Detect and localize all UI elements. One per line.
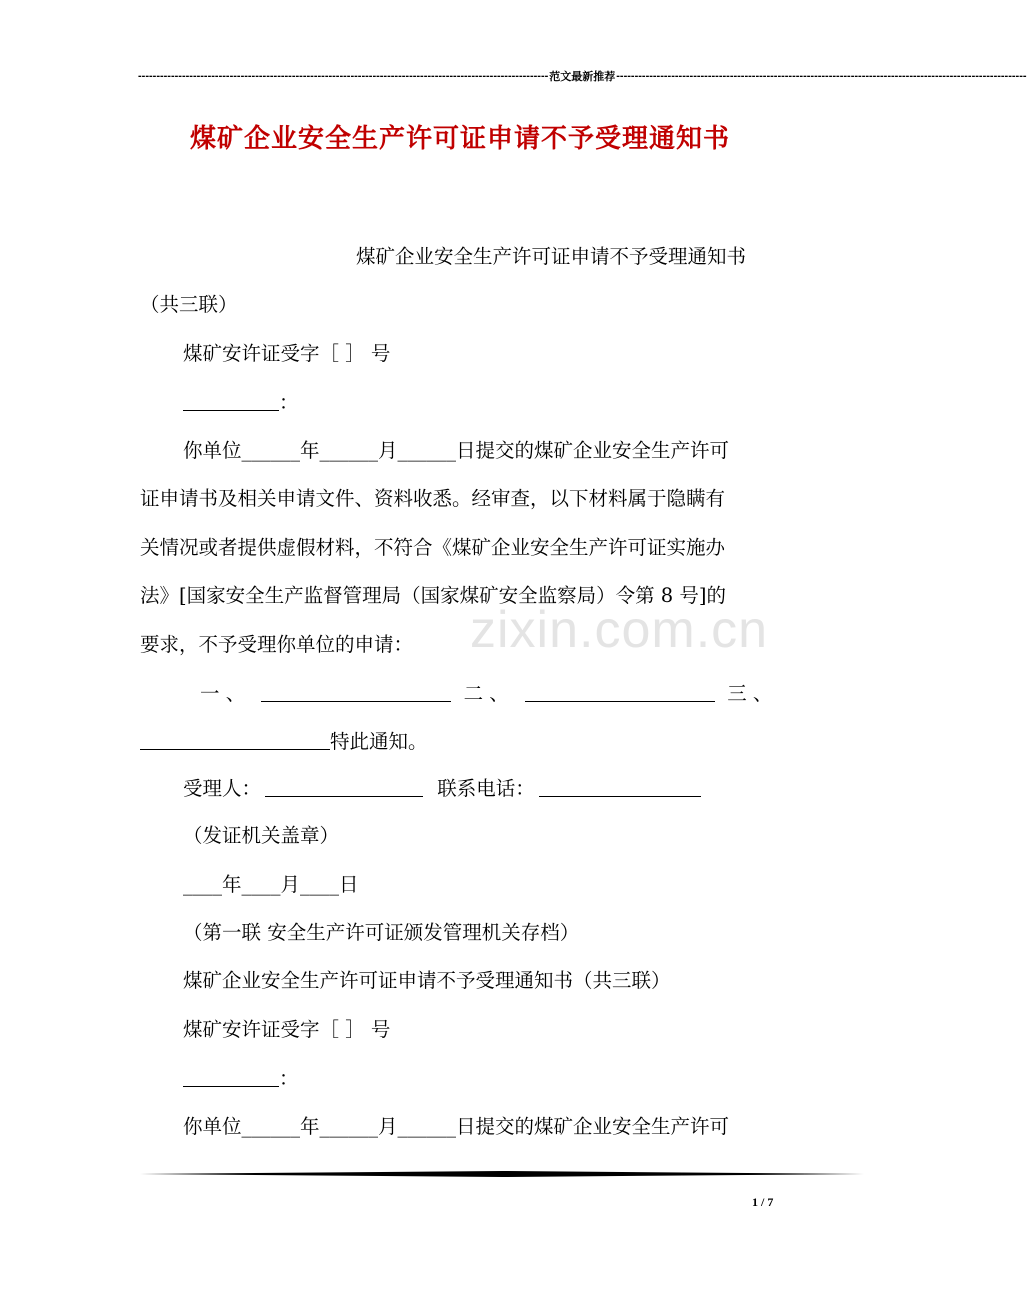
notice-closing: 特此通知。	[330, 730, 428, 753]
footer-rule	[140, 1170, 864, 1178]
handler-blank	[265, 778, 423, 797]
document-number: 煤矿安许证受字［ ］ 号	[183, 342, 391, 365]
header-rule	[138, 68, 1027, 84]
seal-note: （发证机关盖章）	[183, 824, 340, 847]
watermark: zixin.com.cn	[470, 601, 769, 659]
phone-blank	[539, 778, 701, 797]
paragraph-line: 法》[国家安全生产监督管理局（国家煤矿安全监察局）令第 8 号]的	[140, 584, 727, 607]
paragraph-line: 你单位______年______月______日提交的煤矿企业安全生产许可	[183, 1115, 730, 1138]
recipient-colon-repeat: ：	[279, 1067, 299, 1090]
document-number-repeat: 煤矿安许证受字［ ］ 号	[183, 1018, 391, 1041]
phone-label: 联系电话：	[437, 777, 535, 800]
handler-label: 受理人：	[183, 777, 262, 800]
title-repeat: 煤矿企业安全生产许可证申请不予受理通知书（共三联）	[183, 969, 671, 992]
recipient-line	[183, 390, 299, 416]
header-dashes-right: ----------------------------------------------------------------------------------------------------------------	[616, 70, 1027, 82]
recipient-line-repeat	[183, 1066, 299, 1092]
header-label: 范文最新推荐	[549, 71, 616, 83]
handler-line	[183, 776, 701, 802]
item-three-blank	[140, 731, 330, 750]
recipient-blank	[183, 392, 279, 411]
footer-rule-shape	[140, 1171, 864, 1177]
item-one-blank	[261, 683, 451, 702]
item-two-blank	[525, 683, 715, 702]
paragraph-line: 你单位______年______月______日提交的煤矿企业安全生产许可	[183, 439, 730, 462]
recipient-blank-repeat	[183, 1068, 279, 1087]
document-title: 煤矿企业安全生产许可证申请不予受理通知书	[189, 124, 730, 154]
page-number: 1 / 7	[752, 1195, 774, 1209]
header-dashes-left: ----------------------------------------------------------------------------------------------------------------	[138, 70, 549, 82]
copies-note: （共三联）	[140, 293, 238, 316]
items-line-2	[140, 729, 428, 755]
item-one-label: 一 、	[200, 682, 246, 705]
recipient-colon: ：	[279, 391, 299, 414]
items-line	[200, 681, 772, 707]
date-line: ____年____月____日	[183, 873, 359, 896]
paragraph-line: 要求，不予受理你单位的申请：	[140, 633, 414, 656]
item-two-label: 二 、	[463, 682, 509, 705]
subtitle: 煤矿企业安全生产许可证申请不予受理通知书	[356, 245, 747, 268]
paragraph-line: 证申请书及相关申请文件、资料收悉。经审查，以下材料属于隐瞒有	[140, 487, 726, 510]
paragraph-line: 关情况或者提供虚假材料，不符合《煤矿企业安全生产许可证实施办	[140, 536, 726, 559]
copy-note: （第一联 安全生产许可证颁发管理机关存档）	[183, 921, 580, 944]
item-three-label: 三 、	[727, 682, 773, 705]
